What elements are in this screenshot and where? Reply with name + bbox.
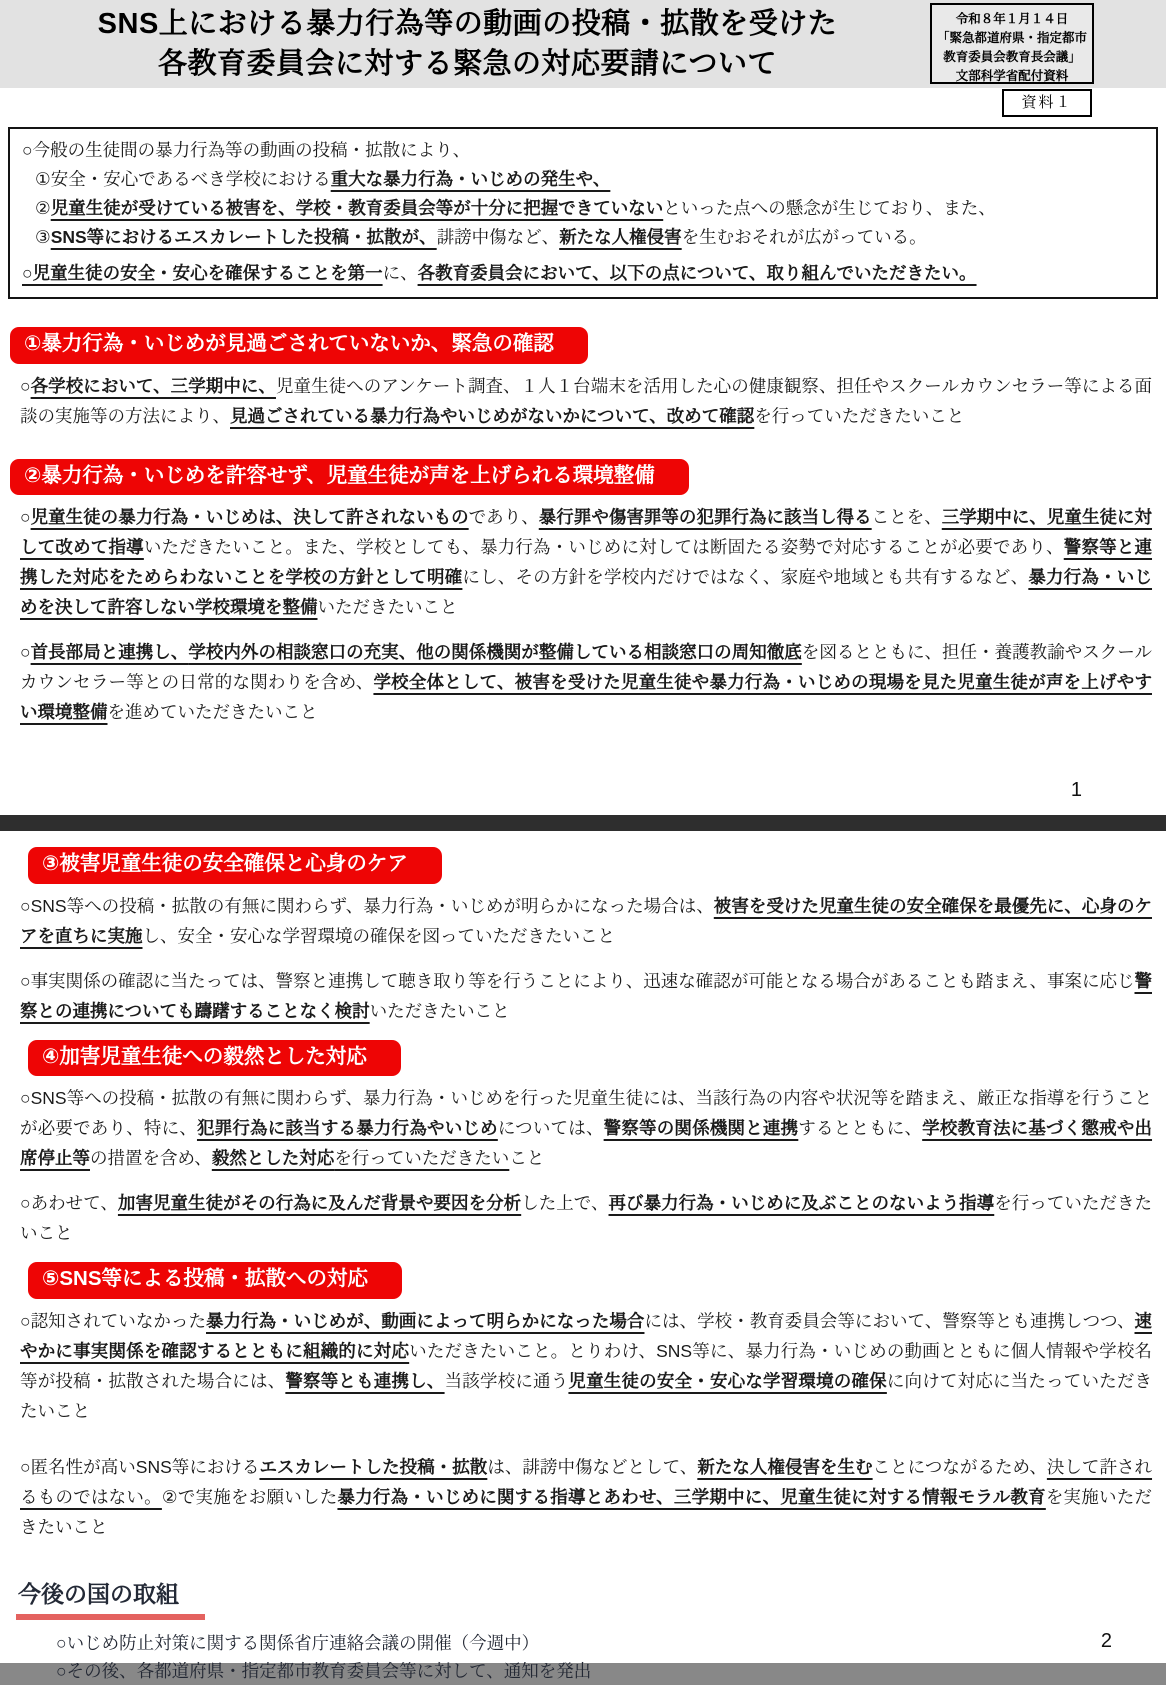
future-action-item-2: ○その後、各都道府県・指定都市教育委員会等に対して、通知を発出 xyxy=(56,1660,592,1681)
intro-line: ③SNS等におけるエスカレートした投稿・拡散が、誹謗中傷など、新たな人権侵害を生むおそれが広がっている。 xyxy=(35,227,927,247)
intro-line: ○児童生徒の安全・安心を確保することを第一に、各教育委員会において、以下の点について、取り組んでいただきたい。 xyxy=(22,263,977,283)
future-actions-list xyxy=(56,1629,1166,1685)
section-3-paragraph-1: ○SNS等への投稿・拡散の有無に関わらず、暴力行為・いじめが明らかになった場合は、被害を受けた児童生徒の安全確保を最優先に、心身のケアを直ちに実施し、安全・安心な学習環境の確保を図っていただきたいこと xyxy=(20,895,1152,946)
section-4-paragraph-2: ○あわせて、加害児童生徒がその行為に及んだ背景や要因を分析した上で、再び暴力行為・いじめに及ぶことのないよう指導を行っていただきたいこと xyxy=(20,1193,1153,1244)
page-divider xyxy=(0,815,1166,831)
section-5-paragraph-2: ○匿名性が高いSNS等におけるエスカレートした投稿・拡散は、誹謗中傷などとして、新たな人権侵害を生むことにつながるため、決して許されるものではない。②で実施をお願いした暴力行為・いじめに関する指導とあわせ、三学期中に、児童生徒に対する情報モラル教育を実施いただきたいこと xyxy=(20,1456,1153,1537)
section-5 xyxy=(0,1248,1166,1542)
future-action-item-1: ○いじめ防止対策に関する関係省庁連絡会議の開催（今週中） xyxy=(56,1632,540,1653)
intro-line: ○今般の生徒間の暴力行為等の動画の投稿・拡散により、 xyxy=(22,140,471,160)
future-actions-heading: 今後の国の取組 xyxy=(16,1576,205,1620)
section-1-paragraph-1: ○各学校において、三学期中に、児童生徒へのアンケート調査、１人１台端末を活用した心の健康観察、担任やスクールカウンセラー等による面談の実施等の方法により、見過ごされている暴力行為やいじめがないかについて、改めて確認を行っていただきたいこと xyxy=(20,375,1152,426)
section-4-heading: ④加害児童生徒への毅然とした対応 xyxy=(28,1040,401,1077)
section-3 xyxy=(0,831,1166,1026)
page-title xyxy=(0,4,935,84)
section-4 xyxy=(0,1026,1166,1249)
section-4-paragraph-1: ○SNS等への投稿・拡散の有無に関わらず、暴力行為・いじめを行った児童生徒には、当該行為の内容や状況等を踏まえ、厳正な指導を行うことが必要であり、特に、犯罪行為に該当する暴力行為やいじめについては、警察等の関係機関と連携するとともに、学校教育法に基づく懲戒や出席停止等の措置を含め、毅然とした対応を行っていただきたいこと xyxy=(20,1088,1153,1169)
meeting-name-line2: 教育委員会教育長会議」 xyxy=(943,50,1081,64)
page-title-line1: SNS上における暴力行為等の動画の投稿・拡散を受けた xyxy=(97,8,838,40)
future-actions-section xyxy=(16,1576,1166,1685)
meeting-source: 文部科学省配付資料 xyxy=(955,69,1069,83)
intro-box xyxy=(8,127,1158,299)
section-3-paragraph-2: ○事実関係の確認に当たっては、警察と連携して聴き取り等を行うことにより、迅速な確認が可能となる場合があることも踏まえ、事案に応じ警察との連携についても躊躇することなく検討いただきたいこと xyxy=(20,970,1152,1021)
section-2 xyxy=(0,431,1166,728)
document-label: 資料１ xyxy=(1002,89,1092,117)
section-1 xyxy=(0,299,1166,431)
title-band xyxy=(0,0,1166,88)
page-number-2: 2 xyxy=(1100,1630,1112,1652)
section-5-paragraph-1: ○認知されていなかった暴力行為・いじめが、動画によって明らかになった場合には、学校・教育委員会等において、警察等とも連携しつつ、速やかに事実関係を確認するとともに組織的に対応いただきたいこと。とりわけ、SNS等に、暴力行為・いじめの動画とともに個人情報や学校名等が投稿・拡散された場合には、警察等とも連携し、当該学校に通う児童生徒の安全・安心な学習環境の確保に向けて対応に当たっていただきたいこと xyxy=(20,1310,1153,1421)
section-5-heading: ⑤SNS等による投稿・拡散への対応 xyxy=(28,1262,402,1299)
section-3-heading: ③被害児童生徒の安全確保と心身のケア xyxy=(28,847,442,884)
section-2-paragraph-1: ○児童生徒の暴力行為・いじめは、決して許されないものであり、暴行罪や傷害罪等の犯罪行為に該当し得ることを、三学期中に、児童生徒に対して改めて指導いただきたいこと。また、学校としても、暴力行為・いじめに対しては断固たる姿勢で対応することが必要であり、警察等と連携した対応をためらわないことを学校の方針として明確にし、その方針を学校内だけではなく、家庭や地域とも共有するなど、暴力行為・いじめを決して許容しない学校環境を整備いただきたいこと xyxy=(20,507,1153,618)
meeting-info-box xyxy=(930,3,1094,84)
intro-line: ①安全・安心であるべき学校における重大な暴力行為・いじめの発生や、 xyxy=(35,169,611,189)
page-number-1: 1 xyxy=(1070,779,1082,802)
page-title-line2: 各教育委員会に対する緊急の対応要請について xyxy=(158,48,777,81)
section-2-heading: ②暴力行為・いじめを許容せず、児童生徒が声を上げられる環境整備 xyxy=(10,459,689,496)
section-1-heading: ①暴力行為・いじめが見過ごされていないか、緊急の確認 xyxy=(10,327,588,364)
intro-line: ②児童生徒が受けている被害を、学校・教育委員会等が十分に把握できていないといった点への懸念が生じており、また、 xyxy=(35,198,996,218)
meeting-date: 令和８年１月１４日 xyxy=(955,12,1069,26)
meeting-name-line1: 「緊急都道府県・指定都市 xyxy=(936,31,1087,45)
section-2-paragraph-2: ○首長部局と連携し、学校内外の相談窓口の充実、他の関係機関が整備している相談窓口の周知徹底を図るとともに、担任・養護教諭やスクールカウンセラー等との日常的な関わりを含め、学校全体として、被害を受けた児童生徒や暴力行為・いじめの現場を見た児童生徒が声を上げやすい環境整備を進めていただきたいこと xyxy=(20,642,1153,723)
